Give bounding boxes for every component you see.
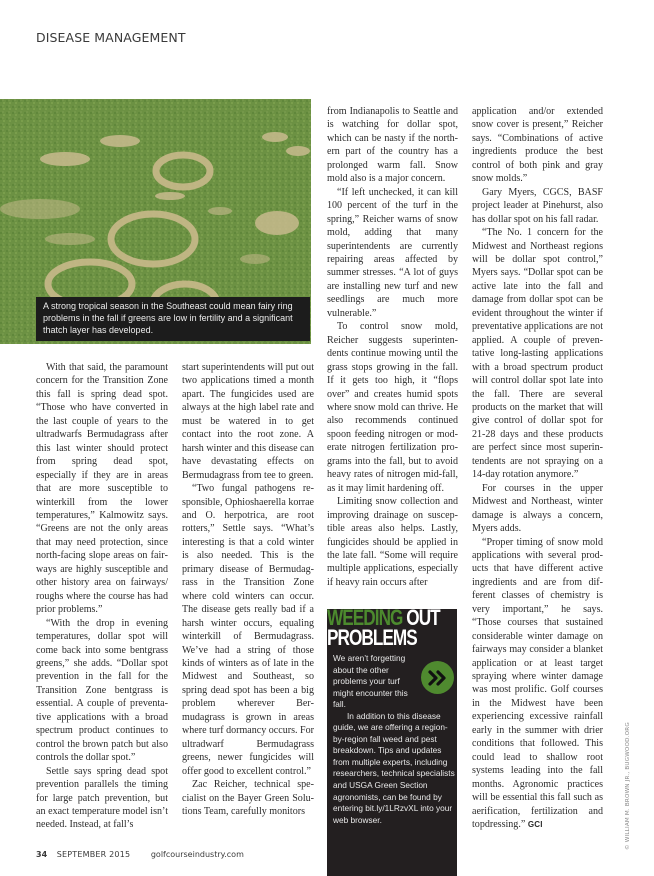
arrow-glyph [428,670,448,686]
section-header: DISEASE MANAGEMENT [36,30,186,45]
paragraph: “If left unchecked, it can kill 100 percent of the turf in the spring,” Reicher warns of snow mold, adding that many superintendents are currently repairing areas affected by summer stresses. “A lot of guys are installing new turf and new seedlings are much more vulnerable.” [327,186,458,319]
website-link[interactable]: golfcourseindustry.com [150,850,244,859]
sidebar-intro: We aren’t forgetting about the other problems your turf might encounter this fall. [333,653,408,710]
paragraph: Settle says spring dead spot prevention parallels the timing for large patch prevention, but an exact temperature model isn’t needed. Instead, at fall’s [36,765,168,831]
paragraph: application and/or extended snow cover is present,” Reicher says. “Combinations of active ingredients produce the best control of both pink and gray snow molds.” [472,106,603,185]
paragraph: from Indianapolis to Seattle and is watching for dollar spot, which can be nasty if the northern part of the country has a prolonged warm fall. Snow mold also is a major concern. [327,106,458,185]
photo-credit [625,650,633,850]
paragraph-text: “Proper timing of snow mold applications with several products that have different active ingredients and are from different classes of chemistry is very important,” he says. “Those courses that sustained considerable winter damage on fairways may consider a blanket application or at least target spraying where winter damage was most prolific. Golf courses in the Midwest have been experiencing excessive rainfall early in the summer with drier conditions that followed. This could lead to shallow root systems leading into the fall months. Agronomic practices will be essential this fall such as aerification, fertilization and topdressing.” [472,536,603,831]
end-mark: GCI [527,820,543,830]
paragraph: To control snow mold, Reicher suggests superintendents continue mowing until the grass stops growing in the fall. If it gets too high, it “flops over” and creates humid spots where snow mold can thrive. He also recommends continued spoon feeding nitrogen or moderate nitrogen fertilization programs into the fall, but to avoid heavy rates of nitrogen mid-fall, as it may limit hardening off. [327,321,458,494]
paragraph: Limiting snow collection and improving drainage on susceptible areas also helps. Lastly, fungicides should be applied in the late fall. “Some will require multiple applications, especially if heavy rain occurs after [327,496,458,588]
paragraph: “Two fungal pathogens responsible, Ophioshaerella korrae and O. herpotrica, are root rotters,” Settle says. “What’s interesting is that a cold winter is also needed. This is the primary disease of Bermudagrass in the Transition Zone where cold winters can occur. The disease gets really bad if a harsh winter occurs, equaling winterkill of Bermudagrass. We’ve had a string of those kinds of winters as of late in the Midwest and Southeast, so spring dead spot has been a big problem wherever Bermudagrass is grown in areas where turf dormancy occurs. For ultradwarf Bermudagrass greens, newer fungicides will offer good to excellent control.” [182,483,314,777]
double-chevron-right-icon[interactable] [421,661,454,694]
article-column-2 [182,361,314,818]
sidebar-text: In addition to this disease guide, we are offering a region-by-region fall weed and pest breakdown. Tips and updates from multiple experts, including researchers, technical specialists and USGA Green Section agronomists, can be found by entering bit.ly/1LRzvXL into your web browser. [333,710,455,825]
photo-caption: A strong tropical season in the Southeast could mean fairy ring problems in the fall if greens are low in fertility and a significant thatch layer has developed. [36,297,310,341]
paragraph: Zac Reicher, technical specialist on the Bayer Green Solutions Team, carefully monitors [182,779,314,817]
article-column-1 [36,361,168,832]
paragraph: For courses in the upper Midwest and Northeast, winter damage is always a concern, Myers adds. [472,482,603,535]
paragraph: “With the drop in evening temperatures, dollar spot will come back into some bentgrass greens,” she adds. “Dollar spot prevention in the fall for the Transition Zone bentgrass is essential. A couple of preventative applications with a broad spectrum product continues to control the brown patch but also controls the dollar spot.” [36,617,168,764]
title-white-word: OUT [406,605,440,630]
page-number: 34 [36,850,48,859]
title-second-line: PROBLEMS [327,625,417,650]
page-footer [36,850,244,859]
sidebar-title [327,605,440,650]
article-column-3 [327,105,458,589]
final-paragraph [472,536,603,832]
paragraph: start superintendents will put out two applications timed a month apart. The fungicides used are always at the high label rate and must be watered in to get contact into the root zone. A harsh winter and this disease can have devastating effects on Bermudagrass from tee to green. [182,362,314,481]
paragraph: Gary Myers, CGCS, BASF project leader at Pinehurst, also has dollar spot on his fall radar. [472,186,603,225]
issue-date: SEPTEMBER 2015 [56,850,131,859]
title-green-word: WEEDING [327,605,403,630]
photo-credit-text: © WILLIAM M. BROWN JR., BUGWOOD.ORG [625,722,631,850]
weeding-out-problems-sidebar [327,605,457,876]
paragraph: With that said, the paramount concern for the Transition Zone this fall is spring dead spot. “Those who have converted in the last couple of years to the ultradwarfs Bermudagrass after this last winter should protect from spring dead spot, especially if they are in areas that are more susceptible to winterkill from the lower temperatures,” Kalmowitz says. “Greens are not the only areas that may need protection, since north-facing slope areas on fairways are highly susceptible and other history area on fairways/ roughs where the course has had prior problems.” [36,362,168,616]
paragraph: “The No. 1 concern for the Midwest and Northeast regions will be dollar spot control,” Myers says. “Dollar spot can be active late into the fall and damage from dollar spot can be evident throughout the winter if preventative applications are not applied. A couple of preventative long-lasting applications with a broad spectrum product will control dollar spot late into the fall. There are several products on the market that will give control of dollar spot for 21-28 days and these products are perfect since most superintendents are not spraying on a 14-day rotation anymore.” [472,227,603,481]
article-column-4 [472,105,603,831]
